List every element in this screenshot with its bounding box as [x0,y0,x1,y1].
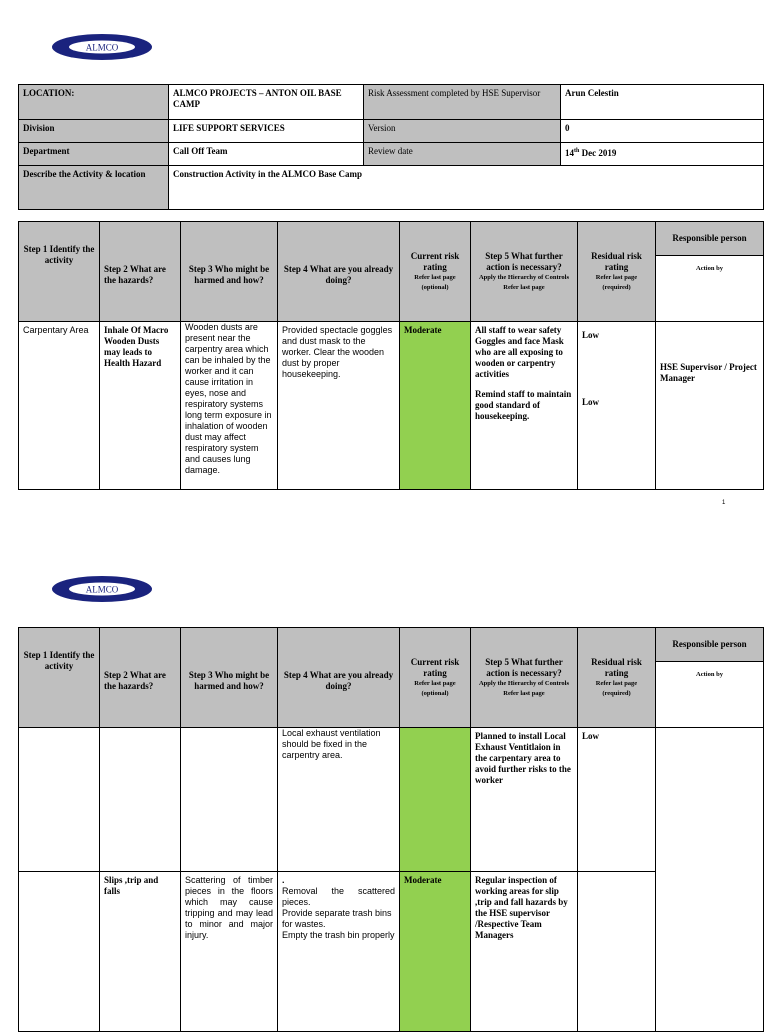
header-residual-risk: Residual risk rating Refer last page (required) [578,222,656,322]
hazard-cell [100,728,181,872]
residual-risk-cell [578,872,656,1032]
table-row [19,322,764,490]
table-row [19,728,764,872]
logo-text: ALMCO [85,584,119,595]
further-action-cell: All staff to wear safety Goggles and face Mask who are all exposing to wooden or carpentry activities Remind staff to maintain good standard of housekeeping. [471,322,578,490]
department-label: Department [19,143,169,166]
doing-cell: . Removal the scattered pieces. Provide separate trash bins for wastes. Empty the trash bin properly [278,872,400,1032]
division-label: Division [19,120,169,143]
current-risk-cell [400,728,471,872]
header-step5: Step 5 What further action is necessary? Apply the Hierarchy of Controls Refer last page [471,628,578,728]
harm-cell: Wooden dusts are present near the carpentry area which can be inhaled by the worker and it can cause irritation in eyes, nose and respiratory systems long term exposure in inhalation of wooden dust may affect respiratory system and causes lung damage. [181,322,278,490]
current-risk-cell: Moderate [400,322,471,490]
hazard-cell: Inhale Of Macro Wooden Dusts may leads to Health Hazard [100,322,181,490]
activity-cell [19,728,100,872]
header-action-by: Action by [656,256,764,322]
harm-cell: Scattering of timber pieces in the floors which may cause tripping and may lead to minor and major injury. [181,872,278,1032]
assessed-by-value: Arun Celestin [561,85,764,120]
header-residual-risk: Residual risk rating Refer last page (required) [578,628,656,728]
company-logo [51,575,153,603]
activity-cell: Carpentary Area [19,322,100,490]
header-responsible: Responsible person [656,628,764,662]
header-step1: Step 1 Identify the activity [19,222,100,322]
header-step4: Step 4 What are you already doing? [278,628,400,728]
activity-label: Describe the Activity & location [19,166,169,210]
header-step5: Step 5 What further action is necessary? Apply the Hierarchy of Controls Refer last page [471,222,578,322]
header-current-risk: Current risk rating Refer last page (optional) [400,222,471,322]
header-action-by: Action by [656,662,764,728]
table-row [19,872,764,1032]
division-value: LIFE SUPPORT SERVICES [169,120,364,143]
doing-cell: Local exhaust ventilation should be fixed in the carpentry area. [278,728,400,872]
responsible-cell [656,728,764,1032]
header-step2: Step 2 What are the hazards? [100,628,181,728]
activity-value: Construction Activity in the ALMCO Base Camp [169,166,764,210]
doing-cell: Provided spectacle goggles and dust mask to the worker. Clear the wooden dust by proper housekeeping. [278,322,400,490]
header-step2: Step 2 What are the hazards? [100,222,181,322]
risk-table-page-2 [18,627,764,1032]
header-current-risk: Current risk rating Refer last page (optional) [400,628,471,728]
activity-cell [19,872,100,1032]
review-date-label: Review date [364,143,561,166]
location-value: ALMCO PROJECTS – ANTON OIL BASE CAMP [169,85,364,120]
hazard-cell: Slips ,trip and falls [100,872,181,1032]
header-responsible: Responsible person [656,222,764,256]
harm-cell [181,728,278,872]
risk-table-page-1 [18,221,764,490]
current-risk-cell: Moderate [400,872,471,1032]
residual-risk-cell: Low [578,728,656,872]
responsible-cell: HSE Supervisor / Project Manager [656,322,764,490]
assessed-by-label: Risk Assessment completed by HSE Supervisor [364,85,561,120]
further-action-cell: Planned to install Local Exhaust Ventitlaion in the carpentary area to avoid further risks to the worker [471,728,578,872]
header-step3: Step 3 Who might be harmed and how? [181,222,278,322]
department-value: Call Off Team [169,143,364,166]
further-action-cell: Regular inspection of working areas for slip ,trip and fall hazards by the HSE supervisor /Respective Team Managers [471,872,578,1032]
assessment-info-table [18,84,764,210]
header-step3: Step 3 Who might be harmed and how? [181,628,278,728]
location-label: LOCATION: [19,85,169,120]
header-step4: Step 4 What are you already doing? [278,222,400,322]
version-label: Version [364,120,561,143]
company-logo [51,33,153,61]
residual-risk-cell: Low Low [578,322,656,490]
page-number: 1 [722,500,726,506]
review-date-value: 14th Dec 2019 [561,143,764,166]
header-step1: Step 1 Identify the activity [19,628,100,728]
logo-text: ALMCO [85,42,119,53]
version-value: 0 [561,120,764,143]
